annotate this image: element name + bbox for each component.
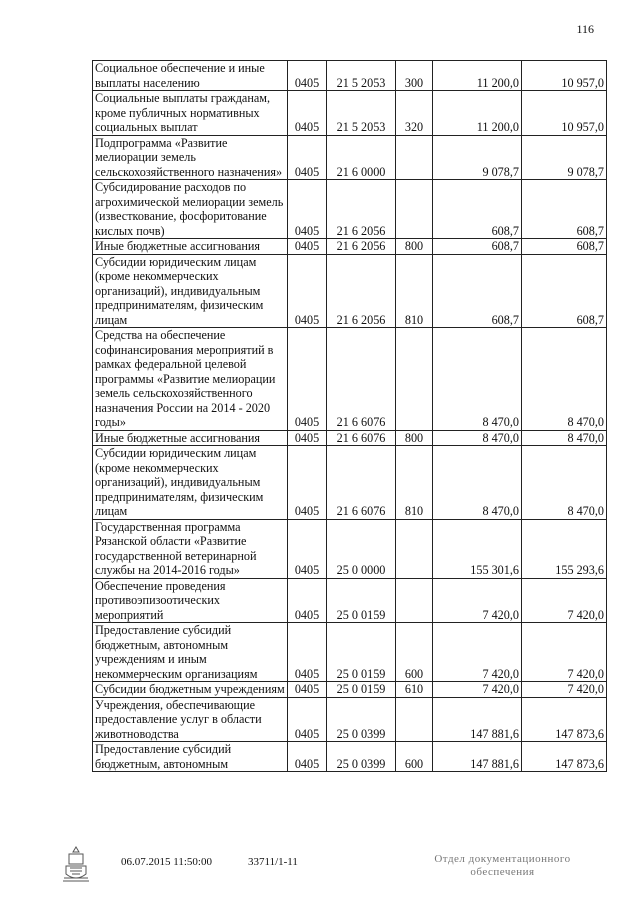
row-target-cell: 25 0 0000: [327, 519, 396, 578]
row-section-cell: 0405: [288, 446, 327, 520]
row-sum-2016-cell: 10 957,0: [522, 91, 607, 136]
table-row: [93, 91, 607, 136]
row-sum-2016-cell: 608,7: [522, 239, 607, 255]
table-row: [93, 61, 607, 91]
row-section-cell: 0405: [288, 623, 327, 682]
row-expense-type-cell: 320: [396, 91, 433, 136]
row-sum-2015-cell: 7 420,0: [433, 623, 522, 682]
row-name-cell: Субсидии юридическим лицам (кроме некоммерческих организаций), индивидуальным предпринимателям, физическим лицам: [93, 254, 288, 328]
row-target-cell: 21 6 0000: [327, 135, 396, 180]
row-sum-2016-cell: 155 293,6: [522, 519, 607, 578]
department-stamp-line-1: Отдел документационного: [434, 853, 571, 865]
table-row: [93, 697, 607, 742]
row-name-cell: Подпрограмма «Развитие мелиорации земель сельскохозяйственного назначения»: [93, 135, 288, 180]
footer-date: 06.07.2015 11:50:00: [121, 856, 212, 868]
row-target-cell: 25 0 0399: [327, 742, 396, 772]
row-expense-type-cell: [396, 519, 433, 578]
row-sum-2015-cell: 147 881,6: [433, 697, 522, 742]
coat-of-arms-icon: [60, 844, 92, 884]
row-expense-type-cell: [396, 697, 433, 742]
row-section-cell: 0405: [288, 239, 327, 255]
row-target-cell: 21 6 2056: [327, 239, 396, 255]
row-sum-2016-cell: 608,7: [522, 254, 607, 328]
budget-table-body: [93, 61, 607, 772]
footer-registration-code: 33711/1-11: [248, 856, 298, 868]
row-sum-2015-cell: 608,7: [433, 239, 522, 255]
row-sum-2015-cell: 8 470,0: [433, 446, 522, 520]
row-expense-type-cell: [396, 180, 433, 239]
table-row: [93, 623, 607, 682]
row-name-cell: Учреждения, обеспечивающие предоставление услуг в области животноводства: [93, 697, 288, 742]
row-expense-type-cell: 600: [396, 742, 433, 772]
row-expense-type-cell: 610: [396, 682, 433, 698]
row-name-cell: Государственная программа Рязанской области «Развитие государственной ветеринарной службы на 2014-2016 годы»: [93, 519, 288, 578]
row-name-cell: Предоставление субсидий бюджетным, автономным учреждениям и иным некоммерческим организациям: [93, 623, 288, 682]
row-name-cell: Иные бюджетные ассигнования: [93, 430, 288, 446]
row-expense-type-cell: 600: [396, 623, 433, 682]
row-target-cell: 21 5 2053: [327, 61, 396, 91]
table-row: [93, 135, 607, 180]
row-target-cell: 21 6 2056: [327, 180, 396, 239]
row-expense-type-cell: 810: [396, 254, 433, 328]
row-sum-2015-cell: 11 200,0: [433, 61, 522, 91]
table-row: [93, 682, 607, 698]
page-number: 116: [576, 22, 594, 36]
row-sum-2015-cell: 9 078,7: [433, 135, 522, 180]
row-name-cell: Субсидирование расходов по агрохимической мелиорации земель (известкование, фосфоритование кислых почв): [93, 180, 288, 239]
row-sum-2016-cell: 8 470,0: [522, 446, 607, 520]
row-sum-2016-cell: 7 420,0: [522, 682, 607, 698]
row-sum-2015-cell: 8 470,0: [433, 430, 522, 446]
row-sum-2015-cell: 7 420,0: [433, 578, 522, 623]
row-name-cell: Предоставление субсидий бюджетным, автономным: [93, 742, 288, 772]
row-sum-2016-cell: 147 873,6: [522, 697, 607, 742]
row-expense-type-cell: [396, 328, 433, 431]
row-target-cell: 21 6 6076: [327, 328, 396, 431]
row-expense-type-cell: 810: [396, 446, 433, 520]
row-name-cell: Средства на обеспечение софинансирования мероприятий в рамках федеральной целевой программы «Развитие мелиорации земель сельскохозяйственного назначения России на 2014 - 2020 годы»: [93, 328, 288, 431]
row-sum-2016-cell: 8 470,0: [522, 430, 607, 446]
row-section-cell: 0405: [288, 742, 327, 772]
row-section-cell: 0405: [288, 519, 327, 578]
row-sum-2016-cell: 7 420,0: [522, 578, 607, 623]
row-target-cell: 25 0 0159: [327, 578, 396, 623]
row-target-cell: 21 6 6076: [327, 446, 396, 520]
row-sum-2015-cell: 11 200,0: [433, 91, 522, 136]
row-sum-2015-cell: 155 301,6: [433, 519, 522, 578]
row-sum-2016-cell: 8 470,0: [522, 328, 607, 431]
table-row: [93, 239, 607, 255]
table-row: [93, 578, 607, 623]
row-section-cell: 0405: [288, 135, 327, 180]
row-sum-2015-cell: 8 470,0: [433, 328, 522, 431]
row-target-cell: 21 5 2053: [327, 91, 396, 136]
row-section-cell: 0405: [288, 328, 327, 431]
row-sum-2016-cell: 10 957,0: [522, 61, 607, 91]
row-name-cell: Обеспечение проведения противоэпизоотических мероприятий: [93, 578, 288, 623]
row-name-cell: Социальные выплаты гражданам, кроме публичных нормативных социальных выплат: [93, 91, 288, 136]
row-expense-type-cell: 800: [396, 430, 433, 446]
row-section-cell: 0405: [288, 61, 327, 91]
row-name-cell: Социальное обеспечение и иные выплаты населению: [93, 61, 288, 91]
row-sum-2015-cell: 147 881,6: [433, 742, 522, 772]
row-name-cell: Субсидии бюджетным учреждениям: [93, 682, 288, 698]
row-target-cell: 25 0 0399: [327, 697, 396, 742]
table-row: [93, 519, 607, 578]
row-section-cell: 0405: [288, 430, 327, 446]
row-section-cell: 0405: [288, 254, 327, 328]
row-target-cell: 25 0 0159: [327, 682, 396, 698]
row-section-cell: 0405: [288, 180, 327, 239]
row-sum-2015-cell: 7 420,0: [433, 682, 522, 698]
row-expense-type-cell: [396, 578, 433, 623]
row-sum-2016-cell: 7 420,0: [522, 623, 607, 682]
row-sum-2015-cell: 608,7: [433, 254, 522, 328]
row-target-cell: 25 0 0159: [327, 623, 396, 682]
row-name-cell: Субсидии юридическим лицам (кроме некоммерческих организаций), индивидуальным предпринимателям, физическим лицам: [93, 446, 288, 520]
table-row: [93, 254, 607, 328]
department-stamp: [420, 853, 585, 879]
budget-table: [92, 60, 607, 772]
table-row: [93, 446, 607, 520]
table-row: [93, 180, 607, 239]
row-target-cell: 21 6 2056: [327, 254, 396, 328]
table-row: [93, 430, 607, 446]
table-row: [93, 328, 607, 431]
row-section-cell: 0405: [288, 578, 327, 623]
row-section-cell: 0405: [288, 697, 327, 742]
row-sum-2016-cell: 147 873,6: [522, 742, 607, 772]
row-section-cell: 0405: [288, 682, 327, 698]
department-stamp-line-2: обеспечения: [470, 866, 535, 878]
row-expense-type-cell: 800: [396, 239, 433, 255]
row-sum-2016-cell: 608,7: [522, 180, 607, 239]
row-sum-2016-cell: 9 078,7: [522, 135, 607, 180]
row-section-cell: 0405: [288, 91, 327, 136]
table-row: [93, 742, 607, 772]
row-name-cell: Иные бюджетные ассигнования: [93, 239, 288, 255]
row-expense-type-cell: 300: [396, 61, 433, 91]
row-target-cell: 21 6 6076: [327, 430, 396, 446]
row-sum-2015-cell: 608,7: [433, 180, 522, 239]
row-expense-type-cell: [396, 135, 433, 180]
